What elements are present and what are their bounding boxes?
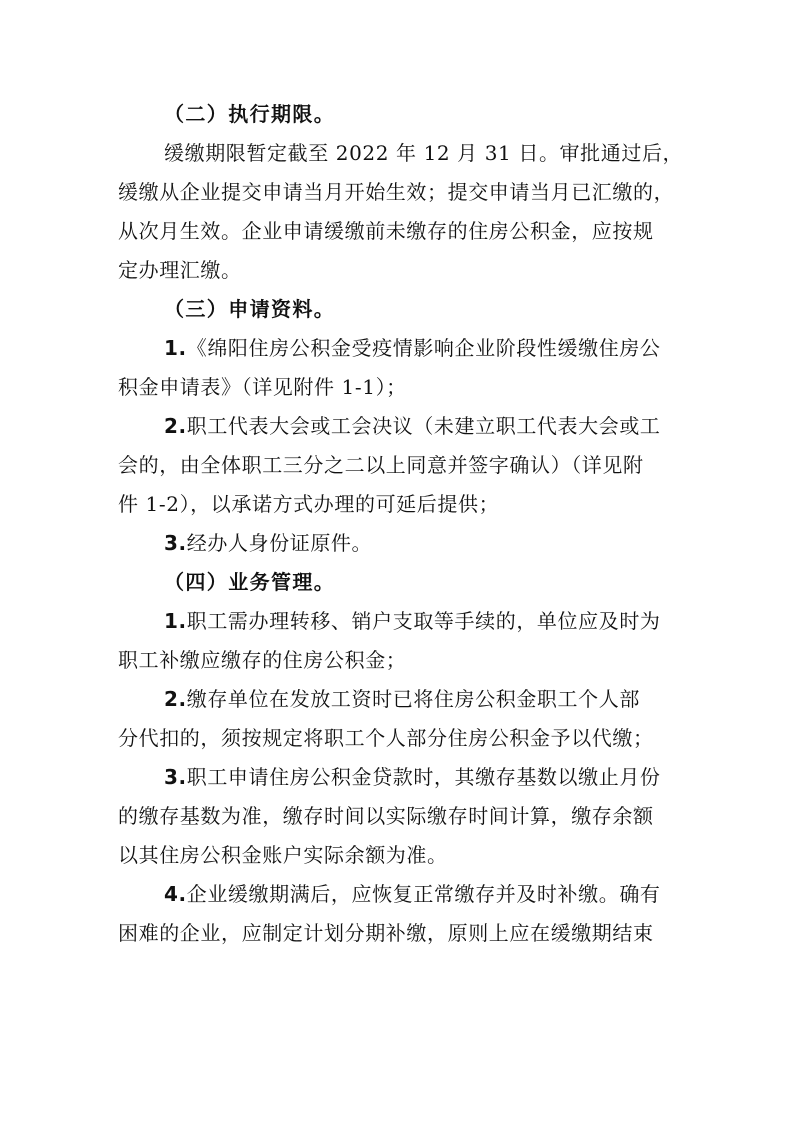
list-item-line: 会的，由全体职工三分之二以上同意并签字确认）（详见附 xyxy=(118,453,644,477)
list-item-text: 职工申请住房公积金贷款时，其缴存基数以缴止月份 xyxy=(186,765,661,789)
list-item-line xyxy=(118,758,693,797)
list-item-line xyxy=(118,524,693,563)
list-item-number: 4. xyxy=(164,882,187,906)
list-item-number: 3. xyxy=(164,531,187,555)
list-item-line: 的缴存基数为准，缴存时间以实际缴存时间计算，缴存余额 xyxy=(118,804,654,828)
list-item-text: 企业缓缴期满后，应恢复正常缴存并及时补缴。确有 xyxy=(186,882,661,906)
list-item-line: 以其住房公积金账户实际余额为准。 xyxy=(118,843,448,867)
list-item-line: 困难的企业，应制定计划分期补缴，原则上应在缓缴期结束 xyxy=(118,921,654,945)
list-item-line: 件 1-2），以承诺方式办理的可延后提供； xyxy=(118,492,500,516)
list-item-line xyxy=(118,602,693,641)
list-item-line: 积金申请表》（详见附件 1-1）； xyxy=(118,375,407,399)
list-item-line xyxy=(118,875,693,914)
paragraph-line: 从次月生效。企业申请缓缴前未缴存的住房公积金，应按规 xyxy=(118,219,654,243)
list-item-number: 3. xyxy=(164,765,187,789)
list-item-text: 缴存单位在发放工资时已将住房公积金职工个人部 xyxy=(186,687,640,711)
section-heading-execution-period: （二）执行期限。 xyxy=(164,102,336,126)
section-heading-application-materials: （三）申请资料。 xyxy=(164,297,336,321)
list-item-line xyxy=(118,407,693,446)
list-item-text: 职工代表大会或工会决议（未建立职工代表大会或工 xyxy=(186,414,661,438)
paragraph-line: 缓缴从企业提交申请当月开始生效；提交申请当月已汇缴的， xyxy=(118,180,675,204)
list-item-text: 《绵阳住房公积金受疫情影响企业阶段性缓缴住房公 xyxy=(186,336,661,360)
list-item-line xyxy=(118,329,693,368)
list-item-text: 经办人身份证原件。 xyxy=(186,531,373,555)
section-heading-business-management: （四）业务管理。 xyxy=(164,570,336,594)
list-item-line xyxy=(118,680,693,719)
document-page xyxy=(118,95,693,953)
list-item-number: 1. xyxy=(164,609,187,633)
list-item-line: 职工补缴应缴存的住房公积金； xyxy=(118,648,407,672)
list-item-text: 职工需办理转移、销户支取等手续的，单位应及时为 xyxy=(186,609,661,633)
paragraph-line: 缓缴期限暂定截至 2022 年 12 月 31 日。审批通过后， xyxy=(164,141,684,165)
list-item-number: 1. xyxy=(164,336,187,360)
paragraph-line: 定办理汇缴。 xyxy=(118,258,242,282)
list-item-number: 2. xyxy=(164,687,187,711)
list-item-number: 2. xyxy=(164,414,187,438)
list-item-line: 分代扣的，须按规定将职工个人部分住房公积金予以代缴； xyxy=(118,726,654,750)
